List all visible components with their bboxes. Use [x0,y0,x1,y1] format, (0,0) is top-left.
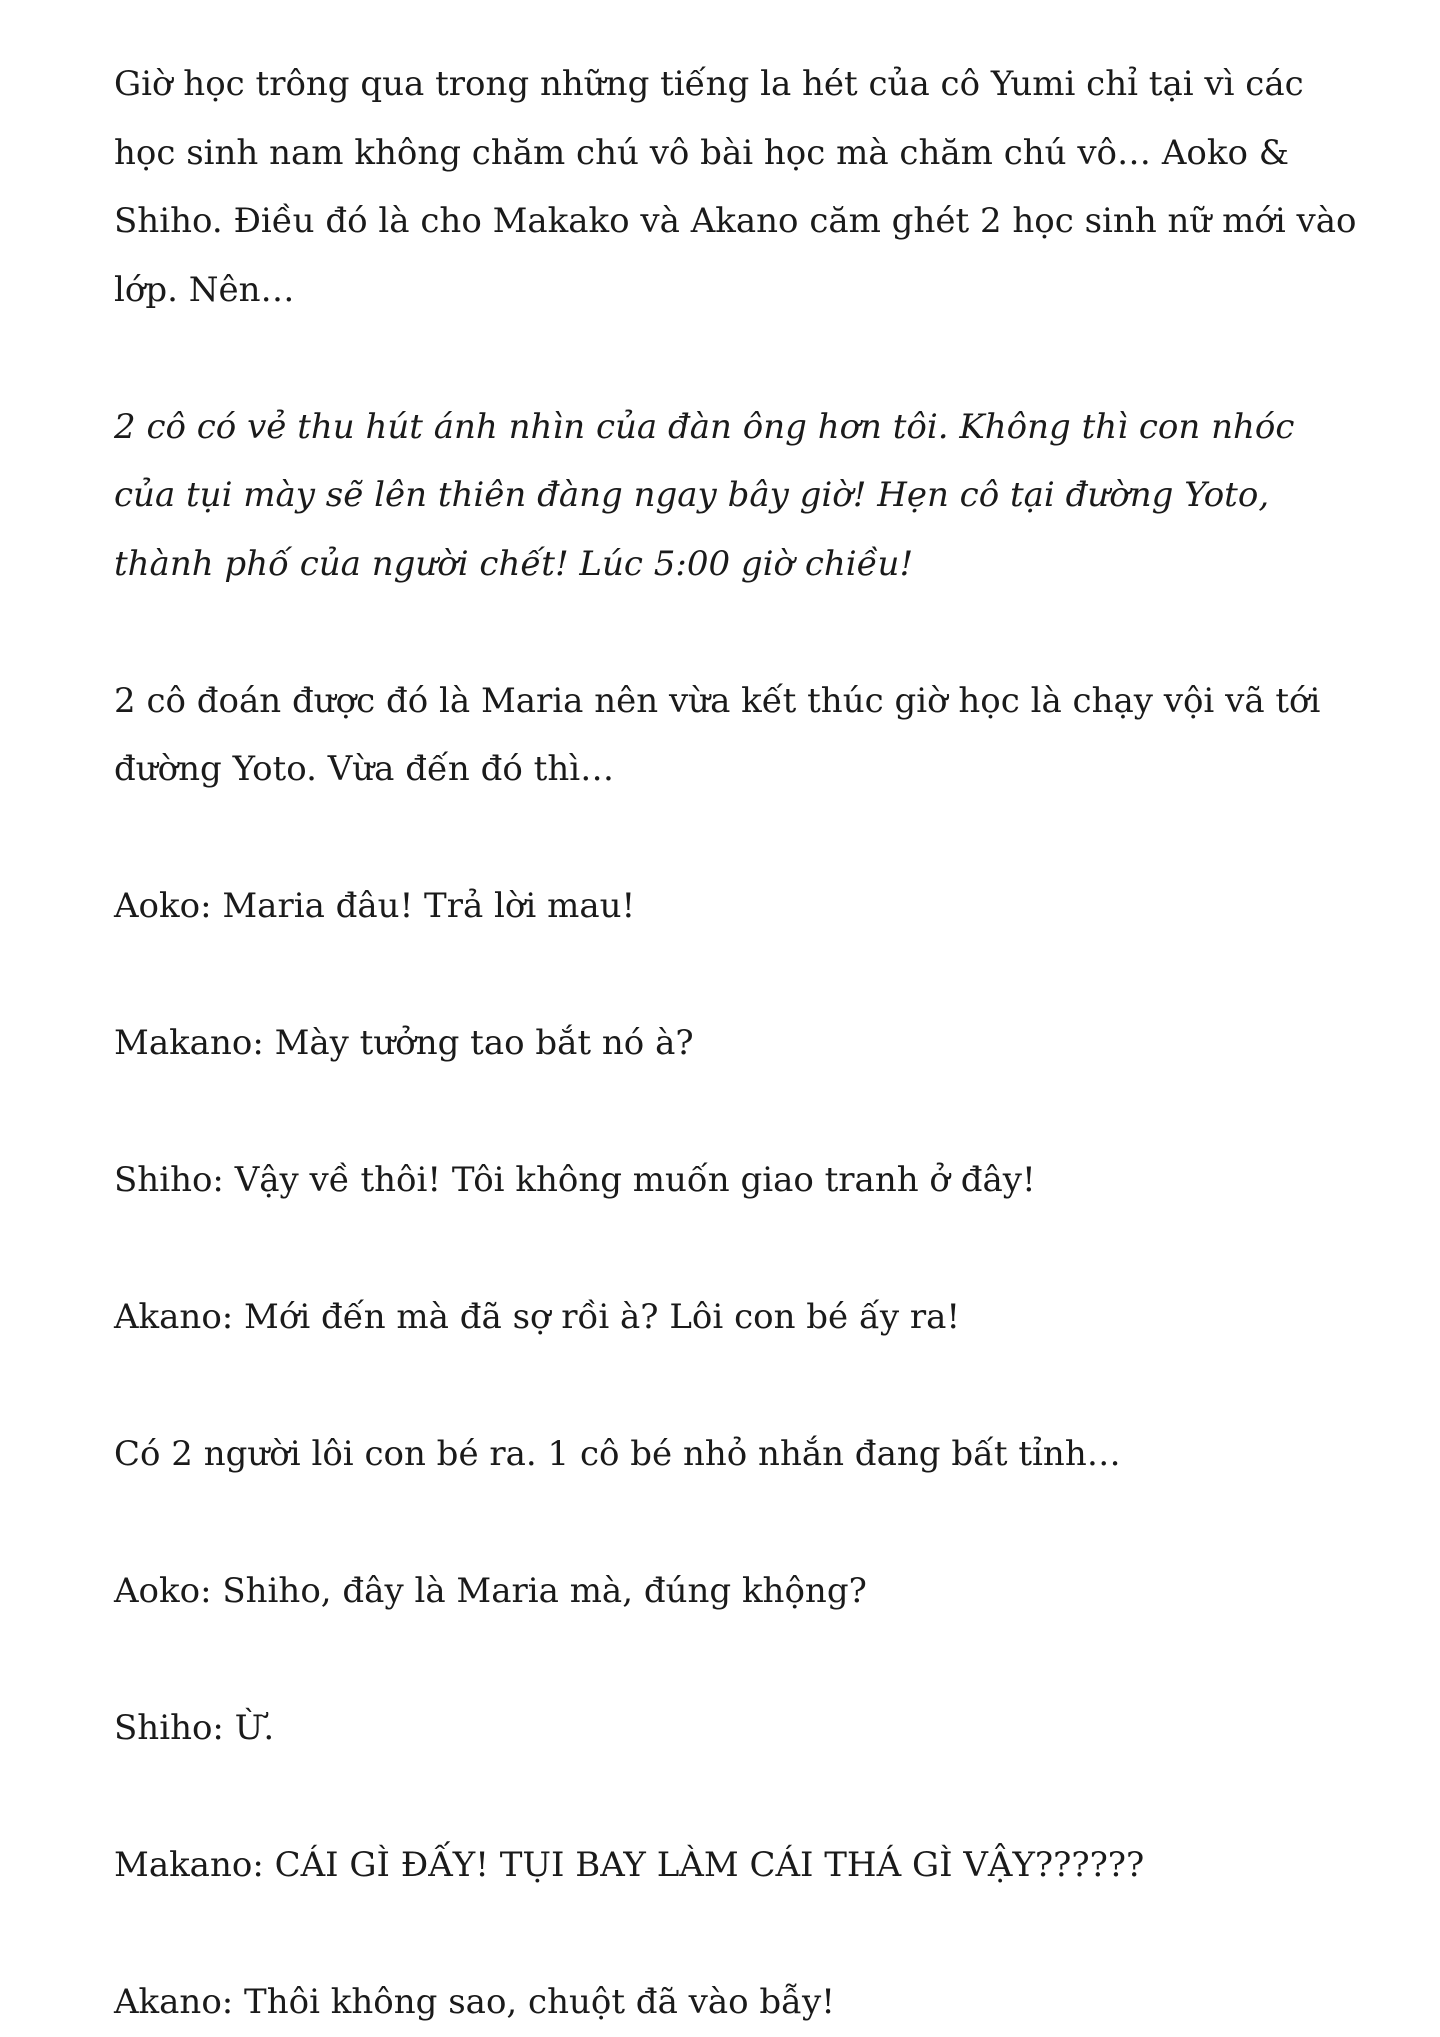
narration-paragraph: Có 2 người lôi con bé ra. 1 cô bé nhỏ nhắn đang bất tỉnh… [114,1434,1121,1474]
letter-paragraph: 2 cô có vẻ thu hút ánh nhìn của đàn ông hơn tôi. Không thì con nhóc của tụi mày sẽ lên thiên đàng ngay bây giờ! Hẹn cô tại đường Yoto, thành phố của người chết! Lúc 5:00 giờ chiều! [114,406,1295,584]
dialogue-line: Shiho: Ừ. [114,1708,275,1748]
dialogue-line: Makano: CÁI GÌ ĐẤY! TỤI BAY LÀM CÁI THÁ GÌ VẬY?????? [114,1845,1145,1885]
document-body [114,50,1364,2037]
dialogue-line: Makano: Mày tưởng tao bắt nó à? [114,1023,694,1063]
dialogue-line: Akano: Mới đến mà đã sợ rồi à? Lôi con bé ấy ra! [114,1297,961,1337]
dialogue-line: Aoko: Maria đâu! Trả lời mau! [114,886,636,926]
dialogue-line: Shiho: Vậy về thôi! Tôi không muốn giao tranh ở đây! [114,1160,1036,1200]
narration-paragraph: Giờ học trông qua trong những tiếng la hét của cô Yumi chỉ tại vì các học sinh nam không chăm chú vô bài học mà chăm chú vô… Aoko & Shiho. Điều đó là cho Makako và Akano căm ghét 2 học sinh nữ mới vào lớp. Nên… [114,64,1357,310]
narration-paragraph: 2 cô đoán được đó là Maria nên vừa kết thúc giờ học là chạy vội vã tới đường Yoto. Vừa đến đó thì… [114,680,1321,789]
dialogue-line: Akano: Thôi không sao, chuột đã vào bẫy! [114,1982,835,2022]
dialogue-line: Aoko: Shiho, đây là Maria mà, đúng khộng? [114,1571,867,1611]
